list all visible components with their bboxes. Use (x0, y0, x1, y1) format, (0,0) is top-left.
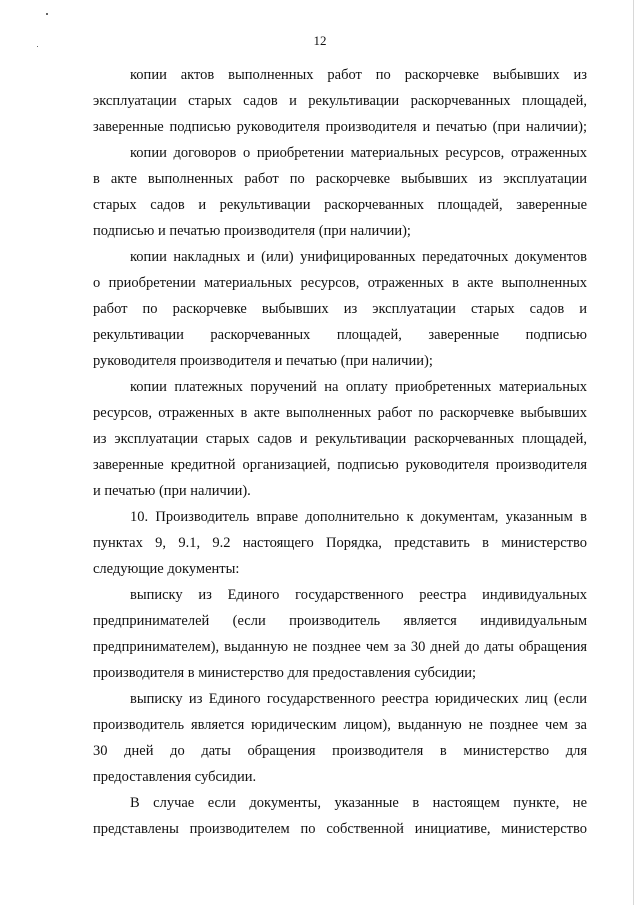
document-body (93, 62, 587, 842)
text-line: предпринимателем), выданную не позднее чем за 30 дней до даты обращения (93, 639, 587, 655)
text-line: выписку из Единого государственного реестра индивидуальных (130, 587, 587, 603)
scan-speck (46, 13, 48, 15)
text-line: представлены производителем по собственной инициативе, министерство (93, 821, 587, 837)
text-line: копии актов выполненных работ по раскорчевке выбывших из (130, 67, 587, 83)
text-line: пунктах 9, 9.1, 9.2 настоящего Порядка, представить в министерство (93, 535, 587, 551)
text-line: из эксплуатации старых садов и рекультивации раскорчеванных площадей, (93, 431, 587, 447)
paragraph (93, 374, 587, 504)
text-line: работ по раскорчевке выбывших из эксплуатации старых садов и (93, 301, 587, 317)
text-line: руководителя производителя и печатью (при наличии); (93, 353, 433, 369)
text-line: ресурсов, отраженных в акте выполненных работ по раскорчевке выбывших (93, 405, 587, 421)
text-line: следующие документы: (93, 561, 240, 577)
paragraph (93, 504, 587, 582)
paragraph (93, 140, 587, 244)
text-line: предпринимателей (если производитель является индивидуальным (93, 613, 587, 629)
text-line: 30 дней до даты обращения производителя в министерство для (93, 743, 587, 759)
text-line: заверенные кредитной организацией, подписью руководителя производителя (93, 457, 587, 473)
paragraph (93, 244, 587, 374)
paragraph (93, 790, 587, 842)
text-line: подписью и печатью производителя (при наличии); (93, 223, 411, 239)
text-line: 10. Производитель вправе дополнительно к документам, указанным в (130, 509, 587, 525)
scan-edge (633, 0, 634, 905)
text-line: о приобретении материальных ресурсов, отраженных в акте выполненных (93, 275, 587, 291)
text-line: в акте выполненных работ по раскорчевке выбывших из эксплуатации (93, 171, 587, 187)
text-line: эксплуатации старых садов и рекультивации раскорчеванных площадей, (93, 93, 587, 109)
paragraph (93, 582, 587, 686)
text-line: копии накладных и (или) унифицированных передаточных документов (130, 249, 587, 265)
text-line: предоставления субсидии. (93, 769, 257, 785)
text-line: и печатью (при наличии). (93, 483, 251, 499)
text-line: производителя в министерство для предоставления субсидии; (93, 665, 477, 681)
text-line: копии договоров о приобретении материальных ресурсов, отраженных (130, 145, 587, 161)
text-line: копии платежных поручений на оплату приобретенных материальных (130, 379, 587, 395)
page-number: 12 (313, 33, 327, 48)
text-line: рекультивации раскорчеванных площадей, заверенные подписью (93, 327, 587, 343)
text-line: производитель является юридическим лицом), выданную не позднее чем за (93, 717, 587, 733)
paragraph (93, 686, 587, 790)
text-line: заверенные подписью руководителя производителя и печатью (при наличии); (93, 119, 587, 135)
text-line: В случае если документы, указанные в настоящем пункте, не (130, 795, 587, 811)
paragraph (93, 62, 587, 140)
text-line: старых садов и рекультивации раскорчеванных площадей, заверенные (93, 197, 587, 213)
text-line: выписку из Единого государственного реестра юридических лиц (если (130, 691, 587, 707)
